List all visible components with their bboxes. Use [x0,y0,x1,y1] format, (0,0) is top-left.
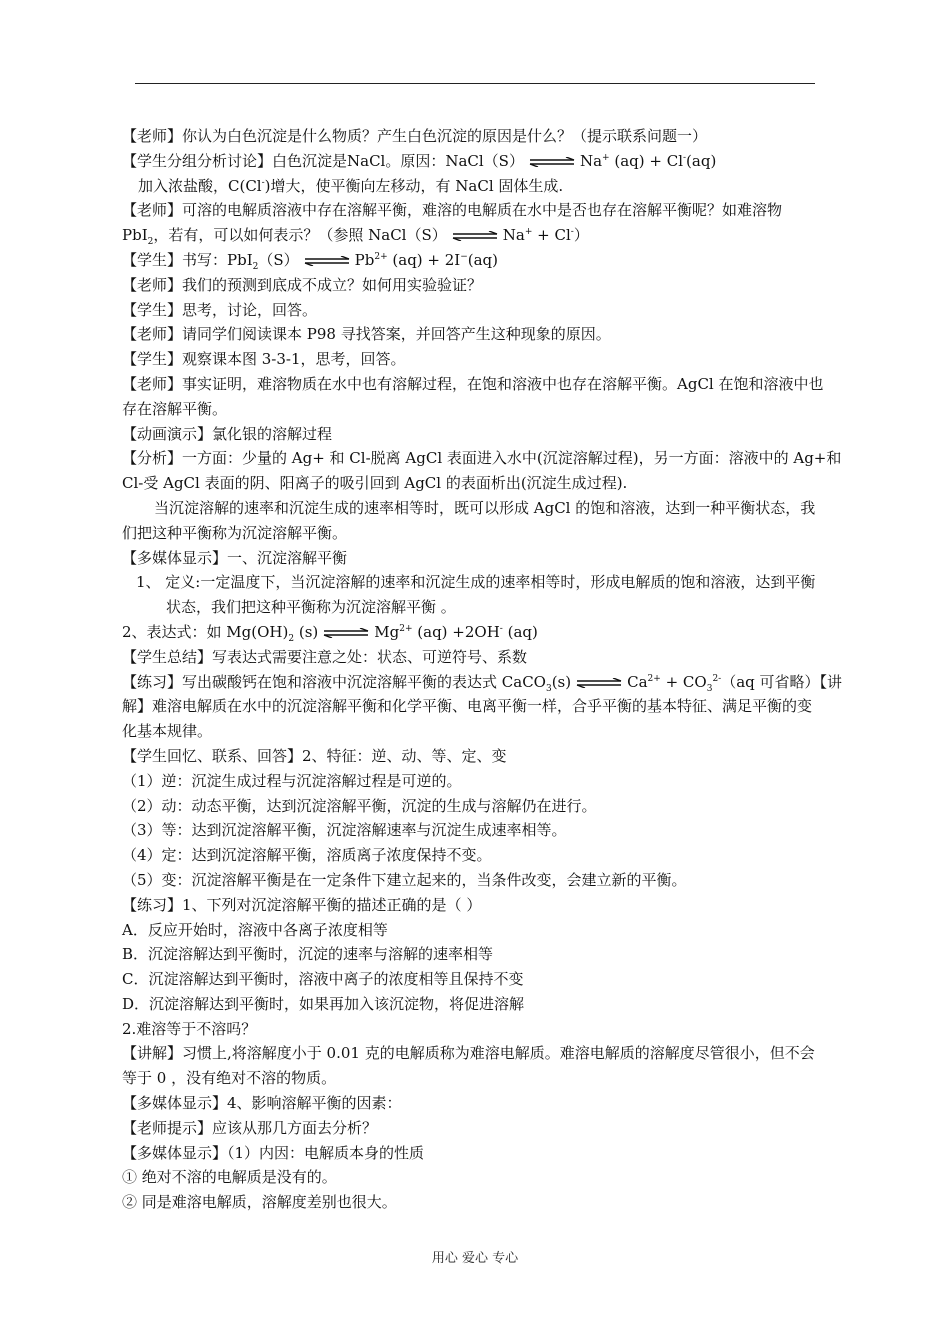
text-line: 加入浓盐酸，C(Cl-)增大，使平衡向左移动，有 NaCl 固体生成. [138,176,564,195]
text-line: 存在溶解平衡。 [122,399,228,418]
equilibrium-arrow-icon [451,231,499,241]
text-line: 【学生】书写：PbI$_2$（S） $Pb^{2+}$ (aq) + 2I−(aq) [122,250,499,272]
text-line: 【老师】你认为白色沉淀是什么物质？产生白色沉淀的原因是什么？（提示联系问题一） [122,127,708,145]
text-line: 2.难溶等于不溶吗？ [122,1019,257,1038]
option-d: D．沉淀溶解达到平衡时，如果再加入该沉淀物，将促进溶解 [122,994,525,1013]
text-line: （3）等：达到沉淀溶解平衡，沉淀溶解速率与沉淀生成速率相等。 [122,821,567,840]
text-line: PbI$_2$，若有，可以如何表示？（参照 NaCl（S） Na+ + Cl-） [122,226,589,248]
text-line: 【老师】请同学们阅读课本 P98 寻找答案，并回答产生这种现象的原因。 [122,325,611,344]
option-a: A．反应开始时，溶液中各离子浓度相等 [122,920,388,939]
text-line: 2、表达式：如 $Mg(OH)_2$ (s) $Mg^{2+}$ (aq) +2OH- (aq) [122,622,538,644]
header-rule [135,83,815,84]
document-body [122,124,874,1215]
text-line: 【学生总结】写表达式需要注意之处：状态、可逆符号、系数 [122,647,528,666]
text-line: 【老师提示】应该从那几方面去分析？ [122,1118,378,1137]
text-line: 【练习】1、下列对沉淀溶解平衡的描述正确的是（ ） [122,895,482,914]
text-line: 【学生分组分析讨论】白色沉淀是NaCl。原因：NaCl（S） Na+ (aq) + Cl-(aq) [122,151,717,170]
text-line: 【老师】我们的预测到底成不成立？如何用实验验证？ [122,275,483,294]
option-c: C．沉淀溶解达到平衡时，溶液中离子的浓度相等且保持不变 [122,970,524,989]
text-line: 【多媒体显示】（1）内因：电解质本身的性质 [122,1143,425,1162]
text-line: 【动画演示】氯化银的溶解过程 [122,424,333,443]
equilibrium-arrow-icon [303,256,351,266]
text-line: ② 同是难溶电解质，溶解度差别也很大。 [122,1193,397,1212]
text-line: 【学生回忆、联系、回答】2、特征：逆、动、等、定、变 [122,746,507,765]
page-footer: 用心 爱心 专心 [431,1251,519,1266]
text-line: Cl-受 AgCl 表面的阴、阳离子的吸引回到 AgCl 的表面析出(沉淀生成过程). [122,474,628,493]
text-line: 化基本规律。 [122,722,213,741]
text-line: 解】难溶电解质在水中的沉淀溶解平衡和化学平衡、电离平衡一样，合乎平衡的基本特征、满足平衡的变 [122,697,813,716]
option-b: B．沉淀溶解达到平衡时，沉淀的速率与溶解的速率相等 [122,945,494,964]
text-line: （5）变：沉淀溶解平衡是在一定条件下建立起来的，当条件改变，会建立新的平衡。 [122,870,687,889]
text-line: 【讲解】习惯上,将溶解度小于 0.01 克的电解质称为难溶电解质。难溶电解质的溶解度尽管很小，但不会 [122,1044,815,1063]
text-line: （2）动：动态平衡，达到沉淀溶解平衡，沉淀的生成与溶解仍在进行。 [122,796,597,815]
text-line: （4）定：达到沉淀溶解平衡，溶质离子浓度保持不变。 [122,846,492,865]
equilibrium-arrow-icon [528,157,576,167]
text-line: 【分析】一方面：少量的 Ag+ 和 Cl-脱离 AgCl 表面进入水中(沉淀溶解过程)，另一方面：溶液中的 Ag+和 [122,449,842,468]
text-line: 【多媒体显示】一、沉淀溶解平衡 [122,548,348,567]
equilibrium-arrow-icon [575,678,623,688]
text-line: 当沉淀溶解的速率和沉淀生成的速率相等时，既可以形成 AgCl 的饱和溶液，达到一种平衡状态，我 [154,498,816,517]
text-line: 等于 0 ，没有绝对不溶的物质。 [122,1069,337,1088]
text-line: 1、 定义:一定温度下，当沉淀溶解的速率和沉淀生成的速率相等时，形成电解质的饱和溶液，达到平衡 [136,573,816,592]
text-line: 【学生】观察课本图 3-3-1，思考，回答。 [122,350,406,369]
text-line: 【练习】写出碳酸钙在饱和溶液中沉淀溶解平衡的表达式 CaCO$_3$(s) $Ca^{2+} + CO_3^{2-}(aq$ 可省略）【讲 [122,672,843,694]
text-line: 【老师】可溶的电解质溶液中存在溶解平衡，难溶的电解质在水中是否也存在溶解平衡呢？如难溶物 [122,201,783,220]
text-line: （1）逆：沉淀生成过程与沉淀溶解过程是可逆的。 [122,771,462,790]
text-line: 【多媒体显示】4、影响溶解平衡的因素： [122,1094,402,1113]
text-line: 【老师】事实证明，难溶物质在水中也有溶解过程，在饱和溶液中也存在溶解平衡。AgCl 在饱和溶液中也 [122,374,824,393]
text-line: ① 绝对不溶的电解质是没有的。 [122,1168,337,1187]
equilibrium-arrow-icon [322,628,370,638]
text-line: 们把这种平衡称为沉淀溶解平衡。 [122,523,348,542]
text-line: 【学生】思考，讨论，回答。 [122,300,318,319]
text-line: 状态，我们把这种平衡称为沉淀溶解平衡 。 [166,598,456,617]
